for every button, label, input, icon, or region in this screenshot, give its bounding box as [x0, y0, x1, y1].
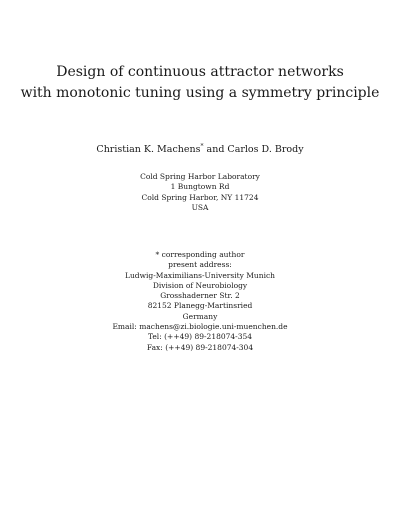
correspondence-line: Ludwig-Maximilians-University Munich — [125, 270, 275, 280]
correspondence-line: Grosshaderner Str. 2 — [160, 291, 240, 301]
author-machens: Christian K. Machens — [96, 144, 201, 156]
author-connector: and — [203, 144, 228, 156]
affiliation-block — [0, 172, 400, 213]
phone-line: Tel: (++49) 89-218074-354 — [147, 332, 253, 342]
email-line: Email: machens@zi.biologie.uni-muenchen.de — [112, 322, 288, 332]
title-line-2: with monotonic tuning using a symmetry principle — [20, 85, 380, 101]
affiliation-line: USA — [191, 202, 209, 212]
affiliation-line: Cold Spring Harbor, NY 11724 — [141, 192, 259, 202]
affiliation-line: 1 Bungtown Rd — [170, 182, 230, 192]
correspondence-line: 82152 Planegg-Martinsried — [147, 301, 253, 311]
affiliation-line: Cold Spring Harbor Laboratory — [140, 172, 260, 181]
corresponding-mark: * — [200, 143, 204, 150]
correspondence-line: Division of Neurobiology — [152, 280, 248, 290]
correspondence-block — [0, 250, 400, 353]
paper-title — [0, 62, 400, 104]
correspondence-line: present address: — [168, 260, 232, 270]
author-list — [0, 143, 400, 155]
author-brody: Carlos D. Brody — [227, 144, 304, 156]
fax-line: Fax: (++49) 89-218074-304 — [146, 342, 254, 352]
correspondence-line: * corresponding author — [155, 250, 245, 259]
correspondence-line: Germany — [182, 311, 218, 321]
title-line-1: Design of continuous attractor networks — [56, 64, 344, 80]
